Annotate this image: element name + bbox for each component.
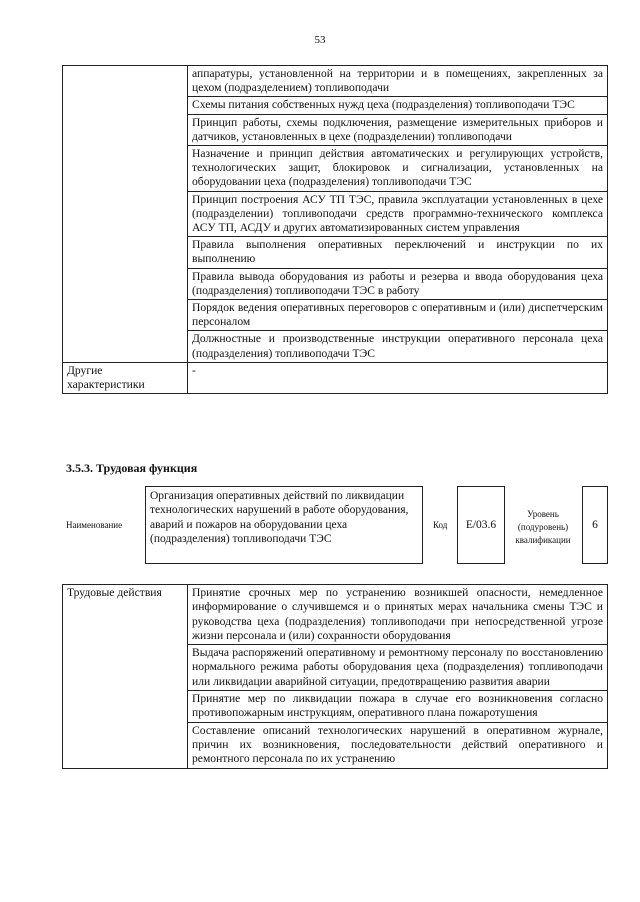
function-code: E/03.6	[457, 486, 505, 564]
other-characteristics-value: -	[188, 362, 608, 393]
action-item: Составление описаний технологических нарушений в оперативном журнале, причин их возникновения, последовательности действий оперативного и ремонтного персонала по их устранению	[188, 722, 608, 768]
function-name: Организация оперативных действий по ликвидации технологических нарушений в работе оборудования, аварий и пожаров на оборудовании цеха (подразделения) топливоподачи ТЭС	[145, 486, 423, 564]
table-row	[63, 585, 608, 645]
section-heading: 3.5.3. Трудовая функция	[66, 461, 198, 475]
knowledge-item: Принцип работы, схемы подключения, размещение измерительных приборов и датчиков, установленных в цехе (подразделении) топливоподачи	[188, 114, 608, 145]
action-item: Принятие срочных мер по устранению возникшей опасности, немедленное информирование о случившемся и о принятых мерах начальника смены ТЭС и руководства цеха (подразделения) топливоподачи при непосредственной угрозе жизни персонала и (или) сохранности оборудования	[188, 585, 608, 645]
table-row	[63, 362, 608, 393]
knowledge-item: Назначение и принцип действия автоматических и регулирующих устройств, технологических защит, блокировок и сигнализации, установленных на оборудовании цеха (подразделения) топливоподачи ТЭС	[188, 146, 608, 192]
code-label: Код	[433, 520, 448, 530]
knowledge-item: Принцип построения АСУ ТП ТЭС, правила эксплуатации установленных в цехе (подразделении) топливоподачи средств программно-технического комплекса АСУ ТП, АСДУ и других автоматизированных систем управления	[188, 191, 608, 237]
name-label: Наименование	[66, 520, 123, 530]
knowledge-item: Схемы питания собственных нужд цеха (подразделения) топливоподачи ТЭС	[188, 97, 608, 114]
page-number: 53	[314, 34, 326, 46]
table-row	[63, 66, 608, 97]
level-value: 6	[582, 486, 608, 564]
knowledge-item: Должностные и производственные инструкции оперативного персонала цеха (подразделения) топливоподачи ТЭС	[188, 331, 608, 362]
actions-table	[62, 584, 608, 769]
level-label: Уровень (подуровень) квалификации	[515, 509, 571, 545]
action-item: Выдача распоряжений оперативному и ремонтному персоналу по восстановлению нормального режима работы оборудования цеха (подразделения) топливоподачи или ликвидации аварийной ситуации, предотвращению развития аварии	[188, 645, 608, 691]
knowledge-item: Правила вывода оборудования из работы и резерва и ввода оборудования цеха (подразделения) топливоподачи ТЭС в работу	[188, 268, 608, 299]
knowledge-label-cell	[63, 66, 188, 363]
knowledge-item: Порядок ведения оперативных переговоров с оперативным и (или) диспетчерским персоналом	[188, 300, 608, 331]
actions-label: Трудовые действия	[63, 585, 188, 769]
other-characteristics-label: Другие характеристики	[63, 362, 188, 393]
action-item: Принятие мер по ликвидации пожара в случае его возникновения согласно противопожарным инструкциям, оперативного плана пожаротушения	[188, 691, 608, 723]
knowledge-item: аппаратуры, установленной на территории и в помещениях, закрепленных за цехом (подразделением) топливоподачи	[188, 66, 608, 97]
knowledge-item: Правила выполнения оперативных переключений и инструкции по их выполнению	[188, 237, 608, 268]
knowledge-table	[62, 65, 608, 394]
